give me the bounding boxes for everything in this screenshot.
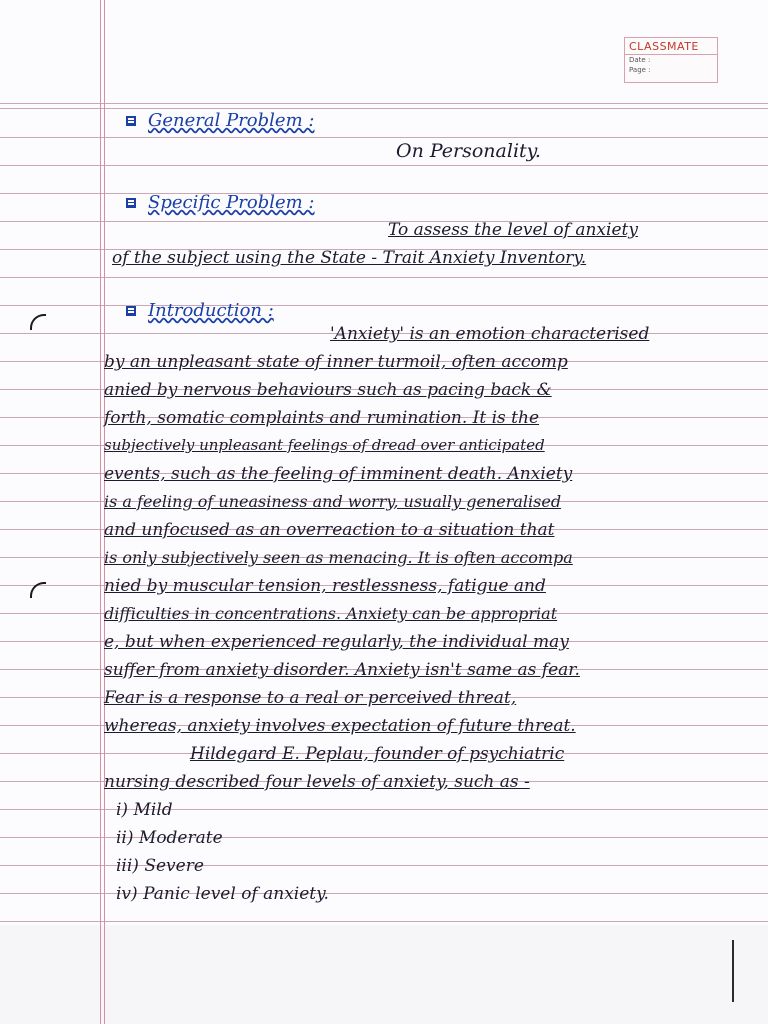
intro-line: difficulties in concentrations. Anxiety can be appropriat — [104, 604, 558, 623]
intro-line: nied by muscular tension, restlessness, fatigue and — [104, 576, 546, 596]
intro-line: forth, somatic complaints and rumination. It is the — [104, 408, 540, 428]
punch-hole-mark — [30, 314, 46, 330]
intro-line: Hildegard E. Peplau, founder of psychiatric — [190, 744, 565, 764]
specific-problem-line-1: To assess the level of anxiety — [388, 220, 638, 240]
intro-line: e, but when experienced regularly, the individual may — [104, 632, 569, 652]
date-field-label: Date : — [629, 56, 651, 64]
page-bottom — [0, 925, 768, 1024]
rule-line — [0, 921, 768, 922]
heading-bullet-icon — [126, 198, 136, 208]
rule-line — [0, 137, 768, 138]
anxiety-level-item: ii) Moderate — [116, 828, 223, 848]
general-problem-text: On Personality. — [396, 140, 541, 162]
intro-line: is only subjectively seen as menacing. It is often accompa — [104, 548, 573, 567]
specific-problem-line-2: of the subject using the State - Trait Anxiety Inventory. — [112, 248, 587, 268]
intro-line: is a feeling of uneasiness and worry, usually generalised — [104, 492, 562, 511]
intro-line: by an unpleasant state of inner turmoil, often accomp — [104, 352, 568, 372]
rule-line — [0, 108, 768, 109]
anxiety-level-item: iv) Panic level of anxiety. — [116, 884, 329, 904]
introduction-heading: Introduction : — [148, 300, 274, 321]
intro-line: subjectively unpleasant feelings of dread over anticipated — [104, 436, 545, 454]
margin-line — [104, 0, 105, 1024]
rule-line — [0, 193, 768, 194]
intro-line: anied by nervous behaviours such as pacing back & — [104, 380, 552, 400]
heading-bullet-icon — [126, 306, 136, 316]
intro-line: 'Anxiety' is an emotion characterised — [330, 324, 650, 344]
rule-line — [0, 277, 768, 278]
intro-line: events, such as the feeling of imminent death. Anxiety — [104, 464, 573, 484]
anxiety-level-item: i) Mild — [116, 800, 173, 820]
intro-line: Fear is a response to a real or perceived threat, — [104, 688, 517, 708]
brand-logo: CLASSMATE — [625, 38, 717, 55]
rule-line — [0, 221, 768, 222]
intro-line: and unfocused as an overreaction to a situation that — [104, 520, 555, 540]
rule-line — [0, 103, 768, 104]
rule-line — [0, 165, 768, 166]
intro-line: nursing described four levels of anxiety, such as - — [104, 772, 530, 792]
intro-line: suffer from anxiety disorder. Anxiety isn't same as fear. — [104, 660, 580, 680]
page-field-label: Page : — [629, 66, 651, 74]
brand-box — [624, 37, 718, 83]
general-problem-heading: General Problem : — [148, 110, 315, 131]
heading-bullet-icon — [126, 116, 136, 126]
rule-line — [0, 305, 768, 306]
margin-line — [100, 0, 101, 1024]
intro-line: whereas, anxiety involves expectation of future threat. — [104, 716, 576, 736]
specific-problem-heading: Specific Problem : — [148, 192, 315, 213]
anxiety-level-item: iii) Severe — [116, 856, 204, 876]
page-edge-mark — [732, 940, 734, 1002]
